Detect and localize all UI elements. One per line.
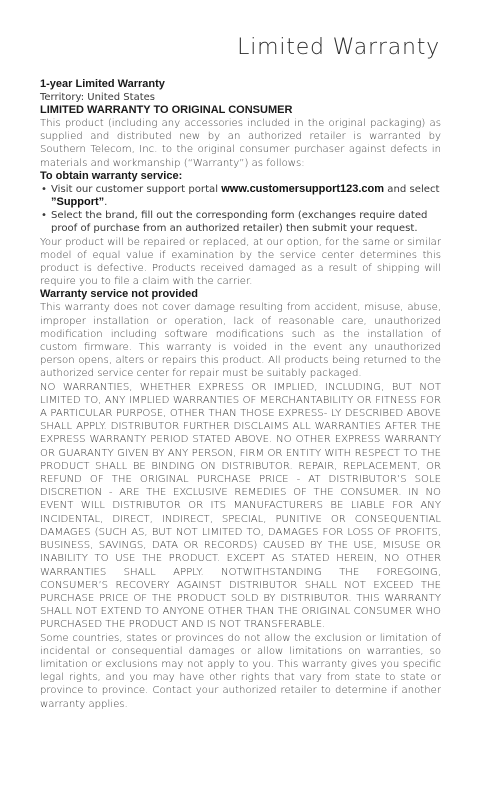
service-not-provided-body: This warranty does not cover damage resulting from accident, misuse, abuse, improper installation or operation, lack of reasonable care, unauthorized modification including software modifications such as the installation of custom firmware. This warranty is voided in the event any unauthorized person opens, alters or repairs this product. All products being returned to the authorized service center for repair must be suitably packaged.	[40, 302, 441, 380]
page-title: Limited Warranty	[237, 35, 440, 60]
obtain-service-section	[40, 170, 441, 236]
disclaimer-paragraph: NO WARRANTIES, WHETHER EXPRESS OR IMPLIED, INCLUDING, BUT NOT LIMITED TO, ANY IMPLIED WARRANTIES OF MERCHANTABILITY OR FITNESS FOR A PARTICULAR PURPOSE, OTHER THAN THOSE EXPRESS- LY DESCRIBED ABOVE SHALL APPLY. DISTRIBUTOR FURTHER DISCLAIMS ALL WARRANTIES AFTER THE EXPRESS WARRANTY PERIOD STATED ABOVE. NO OTHER EXPRESS WARRANTY OR GUARANTY GIVEN BY ANY PERSON, FIRM OR ENTITY WITH RESPECT TO THE PRODUCT SHALL BE BINDING ON DISTRIBUTOR. REPAIR, REPLACEMENT, OR REFUND OF THE ORIGINAL PURCHASE PRICE - AT DISTRIBUTOR’S SOLE DISCRETION - ARE THE EXCLUSIVE REMEDIES OF THE CONSUMER. IN NO EVENT WILL DISTRIBUTOR OR ITS MANUFACTURERS BE LIABLE FOR ANY INCIDENTAL, DIRECT, INDIRECT, SPECIAL, PUNITIVE OR CONSEQUENTIAL DAMAGES (SUCH AS, BUT NOT LIMITED TO, DAMAGES FOR LOSS OF PROFITS, BUSINESS, SAVINGS, DATA OR RECORDS) CAUSED BY THE USE, MISUSE OR INABILITY TO USE THE PRODUCT. EXCEPT AS STATED HEREIN, NO OTHER WARRANTIES SHALL APPLY. NOTWITHSTANDING THE FOREGOING, CONSUMER’S RECOVERY AGAINST DISTRIBUTOR SHALL NOT EXCEED THE PURCHASE PRICE OF THE PRODUCT SOLD BY DISTRIBUTOR. THIS WARRANTY SHALL NOT EXTEND TO ANYONE OTHER THAN THE ORIGINAL CONSUMER WHO PURCHASED THE PRODUCT AND IS NOT TRANSFERABLE.	[40, 381, 441, 631]
limited-warranty-section	[40, 104, 441, 170]
warranty-content	[40, 78, 441, 711]
support-label: ”Support”	[51, 196, 105, 209]
legal-rights-paragraph: Some countries, states or provinces do not allow the exclusion or limitation of incidental or consequential damages or allow limitations on warranties, so limitation or exclusions may not apply to you. This warranty gives you specific legal rights, and you may have other rights that vary from state to state or province to province. Contact your authorized retailer to determine if another warranty applies.	[40, 632, 441, 710]
territory-text: Territory: United States	[40, 92, 155, 103]
intro-section	[40, 78, 441, 104]
obtain-service-heading: To obtain warranty service:	[40, 169, 183, 182]
intro-heading: 1-year Limited Warranty	[40, 78, 165, 90]
service-not-provided-heading: Warranty service not provided	[40, 288, 198, 301]
limited-warranty-heading: LIMITED WARRANTY TO ORIGINAL CONSUMER	[40, 104, 293, 116]
step-visit-suffix: .	[104, 197, 108, 209]
obtain-service-steps	[40, 183, 441, 236]
step-visit-middle: and select	[384, 183, 440, 195]
step-select-brand: • Select the brand, fill out the corresponding form (exchanges require dated proof of purchase from an authorized retailer) then submit your request.	[40, 209, 441, 235]
service-not-provided-section	[40, 288, 441, 380]
step-visit-portal	[40, 183, 441, 209]
step-visit-prefix: Visit our customer support portal	[51, 183, 222, 195]
support-portal-link[interactable]: www.customersupport123.com	[221, 182, 385, 195]
repair-paragraph: Your product will be repaired or replaced, at our option, for the same or similar model of equal value if examination by the service center determines this product is defective. Products received damaged as a result of shipping will require you to file a claim with the carrier.	[40, 236, 441, 288]
limited-warranty-body: This product (including any accessories included in the original packaging) as supplied and distributed new by an authorized retailer is warranted by Southern Telecom, Inc. to the original consumer purchaser against defects in materials and workmanship (“Warranty”) as follows:	[40, 118, 441, 169]
